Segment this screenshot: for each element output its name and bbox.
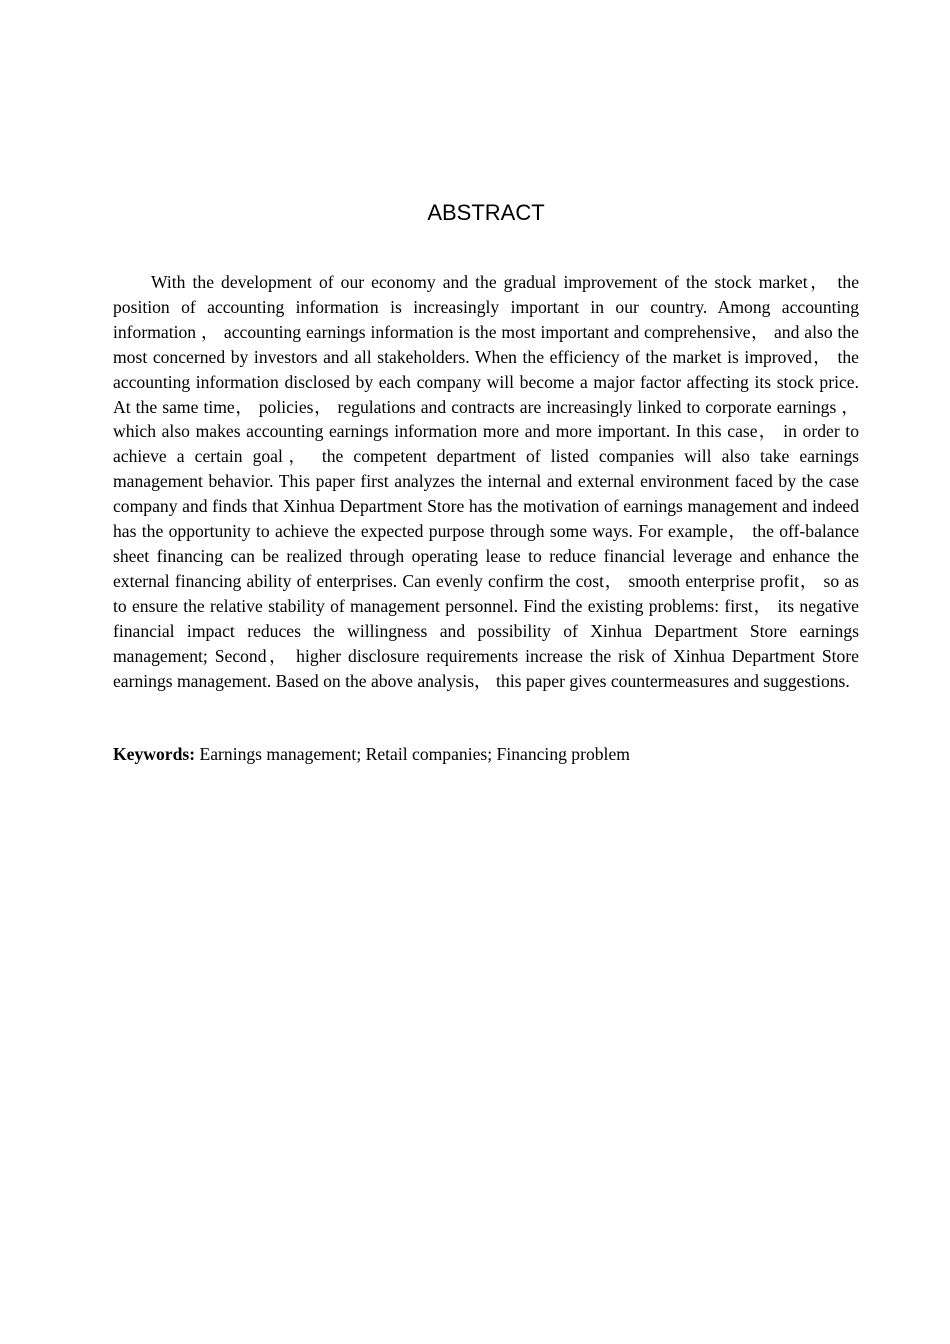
abstract-body: With the development of our economy and the gradual improvement of the stock market， the position of accounting information is increasingly important in our country. Among accounting information ， accounting earnings information is the most important and comprehensive， and also the most concerned by investors and all stakeholders. When the efficiency of the market is improved， the accounting information disclosed by each company will become a major factor affecting its stock price. At the same time， policies， regulations and contracts are increasingly linked to corporate earnings ， which also makes accounting earnings information more and more important. In this case， in order to achieve a certain goal， the competent department of listed companies will also take earnings management behavior. This paper first analyzes the internal and external environment faced by the case company and finds that Xinhua Department Store has the motivation of earnings management and indeed has the opportunity to achieve the expected purpose through some ways. For example， the off-balance sheet financing can be realized through operating lease to reduce financial leverage and enhance the external financing ability of enterprises. Can evenly confirm the cost， smooth enterprise profit， so as to ensure the relative stability of management personnel. Find the existing problems: first， its negative financial impact reduces the willingness and possibility of Xinhua Department Store earnings management; Second， higher disclosure requirements increase the risk of Xinhua Department Store earnings management. Based on the above analysis， this paper gives countermeasures and suggestions. xyxy=(113,272,859,691)
abstract-title: ABSTRACT xyxy=(427,200,545,225)
keywords-text: Earnings management; Retail companies; Financing problem xyxy=(195,744,630,764)
keywords-line xyxy=(113,742,859,767)
keywords-label: Keywords: xyxy=(113,744,196,764)
